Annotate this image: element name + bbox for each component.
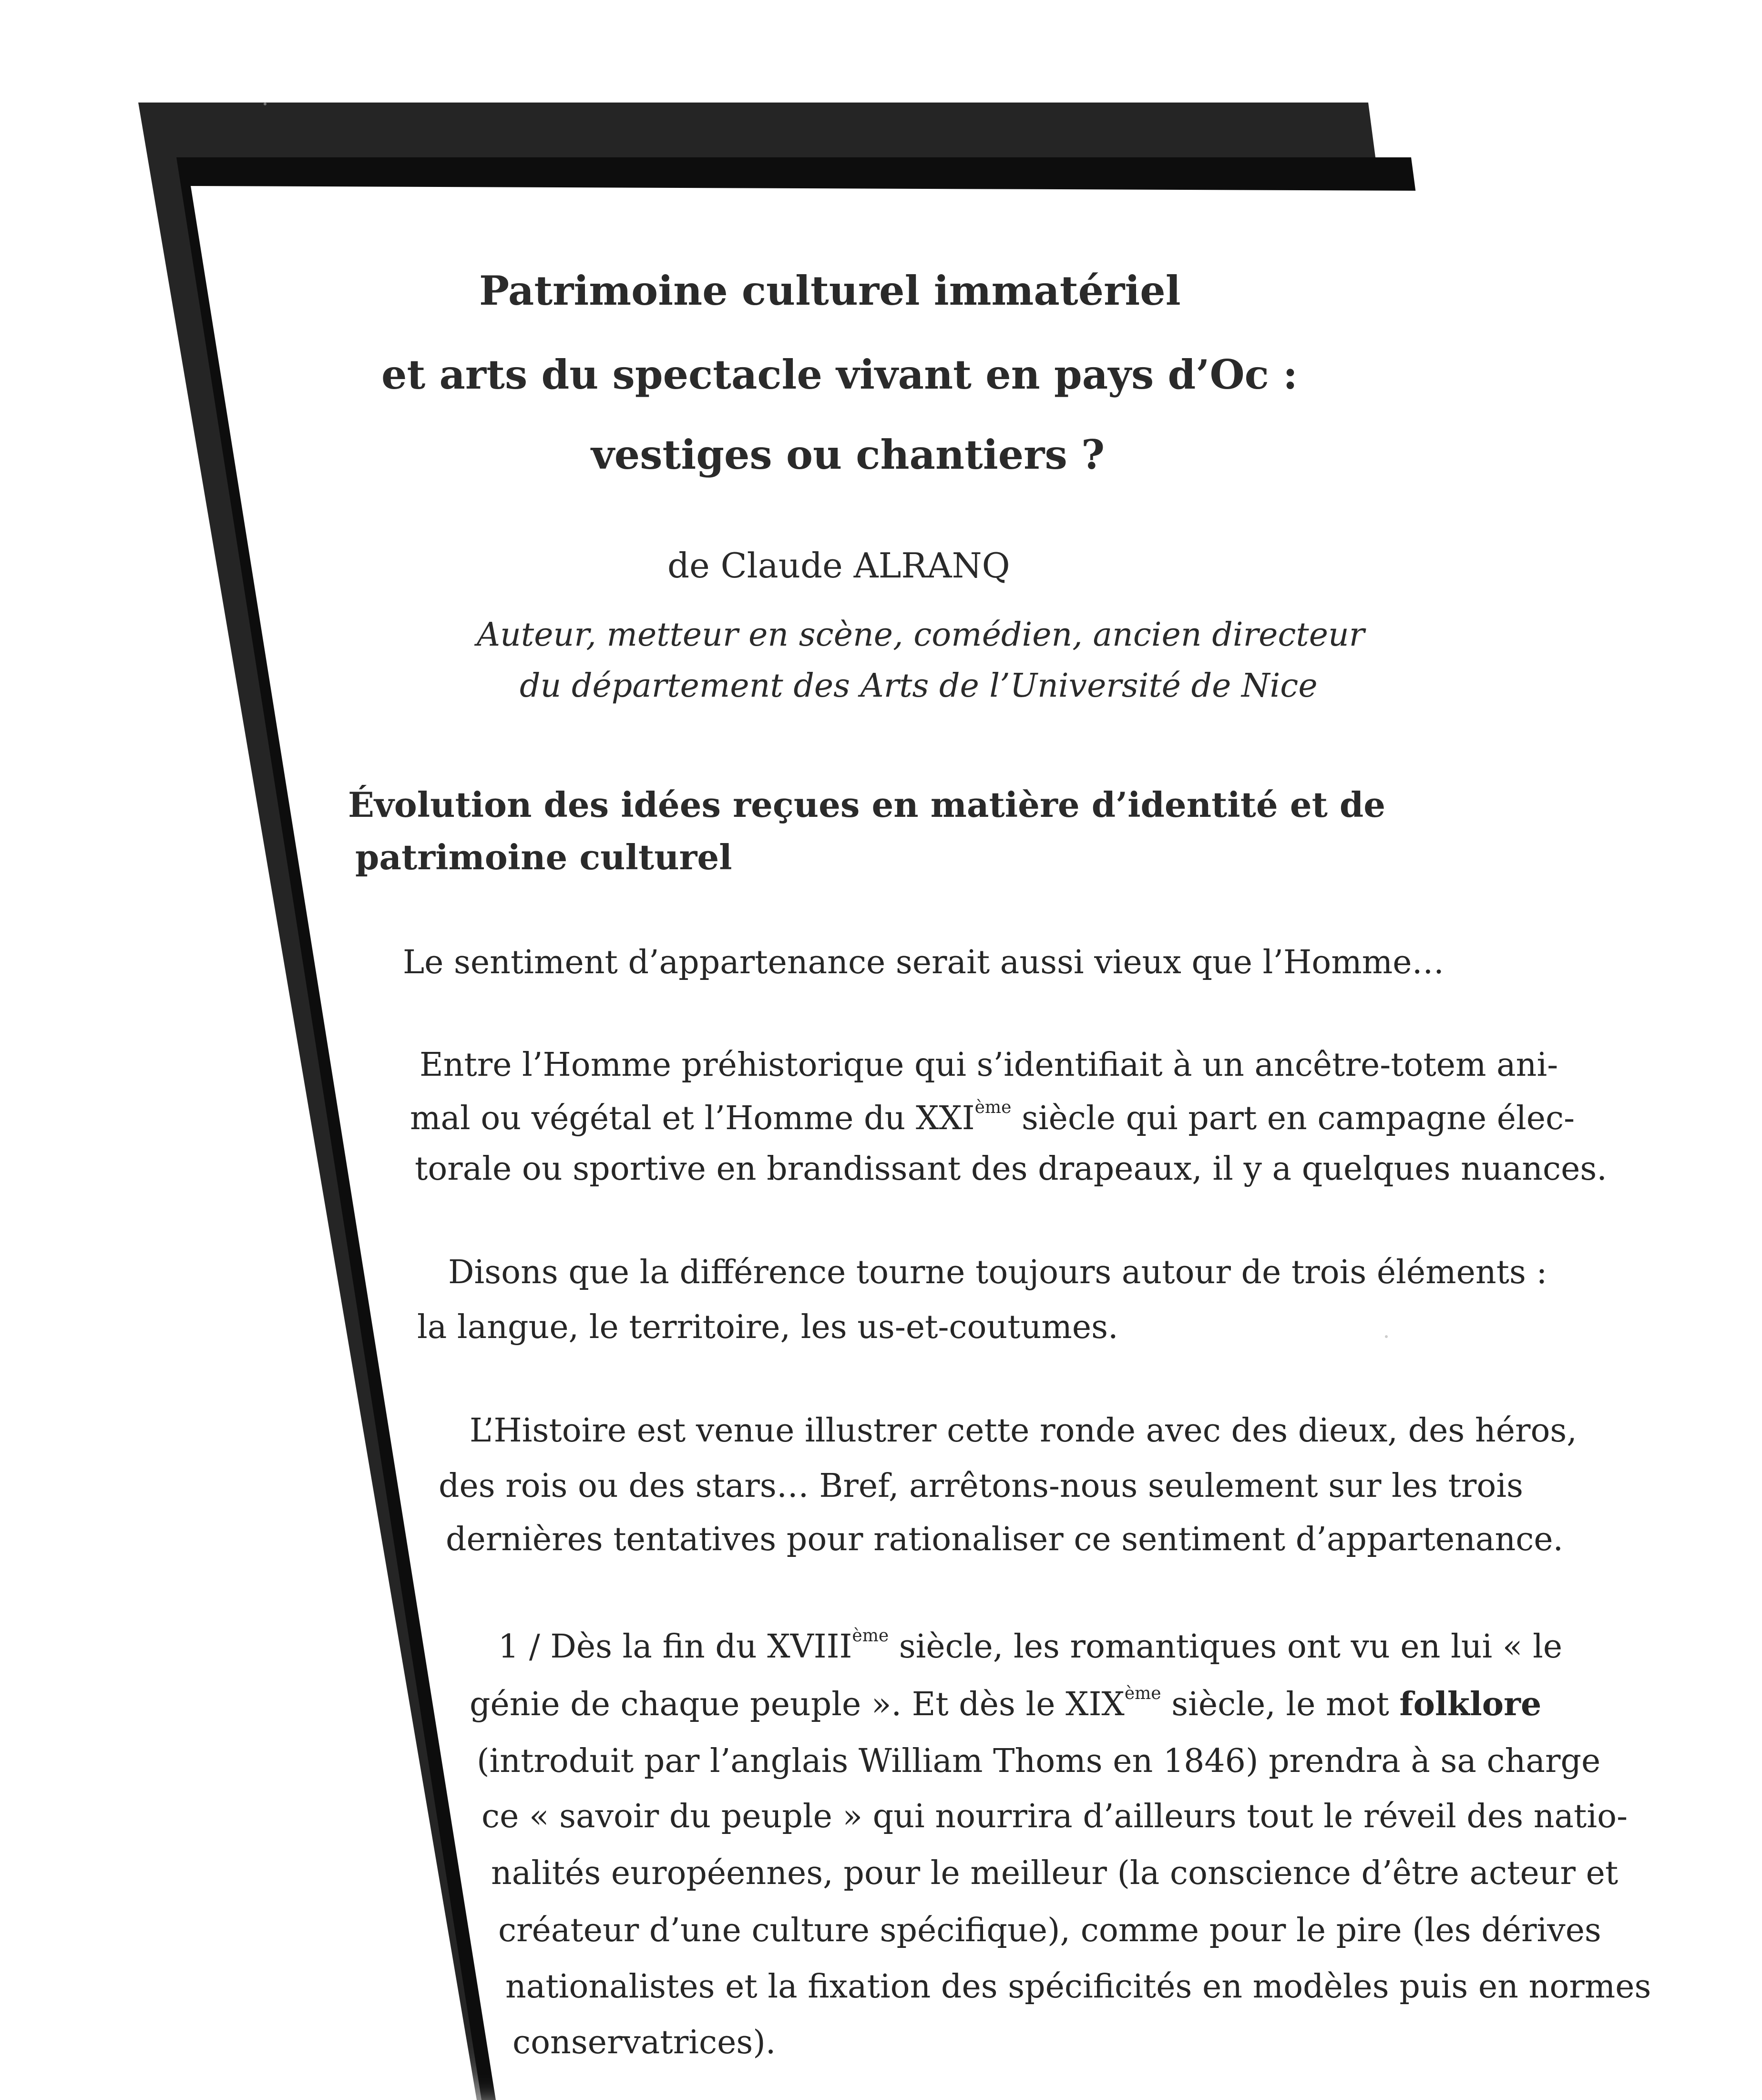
paragraph-5-line-4: ce « savoir du peuple » qui nourrira d’ailleurs tout le réveil des natio- [481,1798,1628,1835]
paragraph-5-line-8: conservatrices). [512,2024,776,2061]
paragraph-5-line-2-text-b: siècle, le mot [1161,1686,1400,1723]
folklore-keyword: folklore [1399,1685,1542,1723]
paragraph-2-line-2-text-b: siècle qui part en campagne élec- [1011,1100,1575,1137]
scan-speck [1385,1335,1388,1338]
paragraph-3-line-1: Disons que la différence tourne toujours autour de trois éléments : [448,1254,1547,1291]
paragraph-1-line-1: Le sentiment d’appartenance serait aussi vieux que l’Homme… [403,944,1444,981]
scan-speck [264,103,266,105]
superscript-eme: ème [974,1098,1012,1117]
paragraph-5-line-7: nationalistes et la fixation des spécificités en modèles puis en normes [505,1968,1651,2006]
superscript-eme: ème [852,1626,889,1646]
affiliation-line-1: Auteur, metteur en scène, comédien, ancien directeur [477,616,1365,654]
title-line-3: vestiges ou chantiers ? [591,431,1105,478]
paragraph-3-line-2: la langue, le territoire, les us-et-coutumes. [417,1308,1118,1346]
paragraph-2-line-2 [410,1098,1575,1137]
paragraph-4-line-2: des rois ou des stars… Bref, arrêtons-nous seulement sur les trois [439,1467,1523,1505]
paragraph-5-line-1-text-a: 1 / Dès la fin du XVIII [498,1628,852,1666]
paragraph-5-line-1 [498,1626,1563,1666]
paragraph-5-line-1-text-b: siècle, les romantiques ont vu en lui « le [889,1628,1563,1666]
paragraph-5-line-2 [470,1684,1542,1723]
paragraph-5-line-5: nalités européennes, pour le meilleur (la conscience d’être acteur et [491,1854,1619,1892]
title-line-1: Patrimoine culturel immatériel [479,267,1181,314]
affiliation-line-2: du département des Arts de l’Université de Nice [520,667,1318,705]
author-line: de Claude ALRANQ [667,546,1010,586]
paragraph-5-line-2-text-a: génie de chaque peuple ». Et dès le XIX [470,1686,1125,1723]
paragraph-4-line-3: dernières tentatives pour rationaliser ce sentiment d’appartenance. [446,1521,1564,1558]
paragraph-5-line-3: (introduit par l’anglais William Thoms en 1846) prendra à sa charge [477,1742,1601,1780]
title-line-2: et arts du spectacle vivant en pays d’Oc : [381,351,1298,398]
section-heading-line-2: patrimoine culturel [355,837,732,877]
paragraph-5-line-6: créateur d’une culture spécifique), comme pour le pire (les dérives [498,1912,1601,1949]
paragraph-2-line-3: torale ou sportive en brandissant des drapeaux, il y a quelques nuances. [415,1150,1607,1188]
paragraph-2-line-1: Entre l’Homme préhistorique qui s’identifiait à un ancêtre-totem ani- [420,1046,1558,1084]
paragraph-2-line-2-text-a: mal ou végétal et l’Homme du XXI [410,1100,975,1137]
section-heading-line-1: Évolution des idées reçues en matière d’identité et de [348,784,1386,825]
paragraph-4-line-1: L’Histoire est venue illustrer cette ronde avec des dieux, des héros, [470,1412,1577,1450]
superscript-eme: ème [1124,1684,1161,1703]
